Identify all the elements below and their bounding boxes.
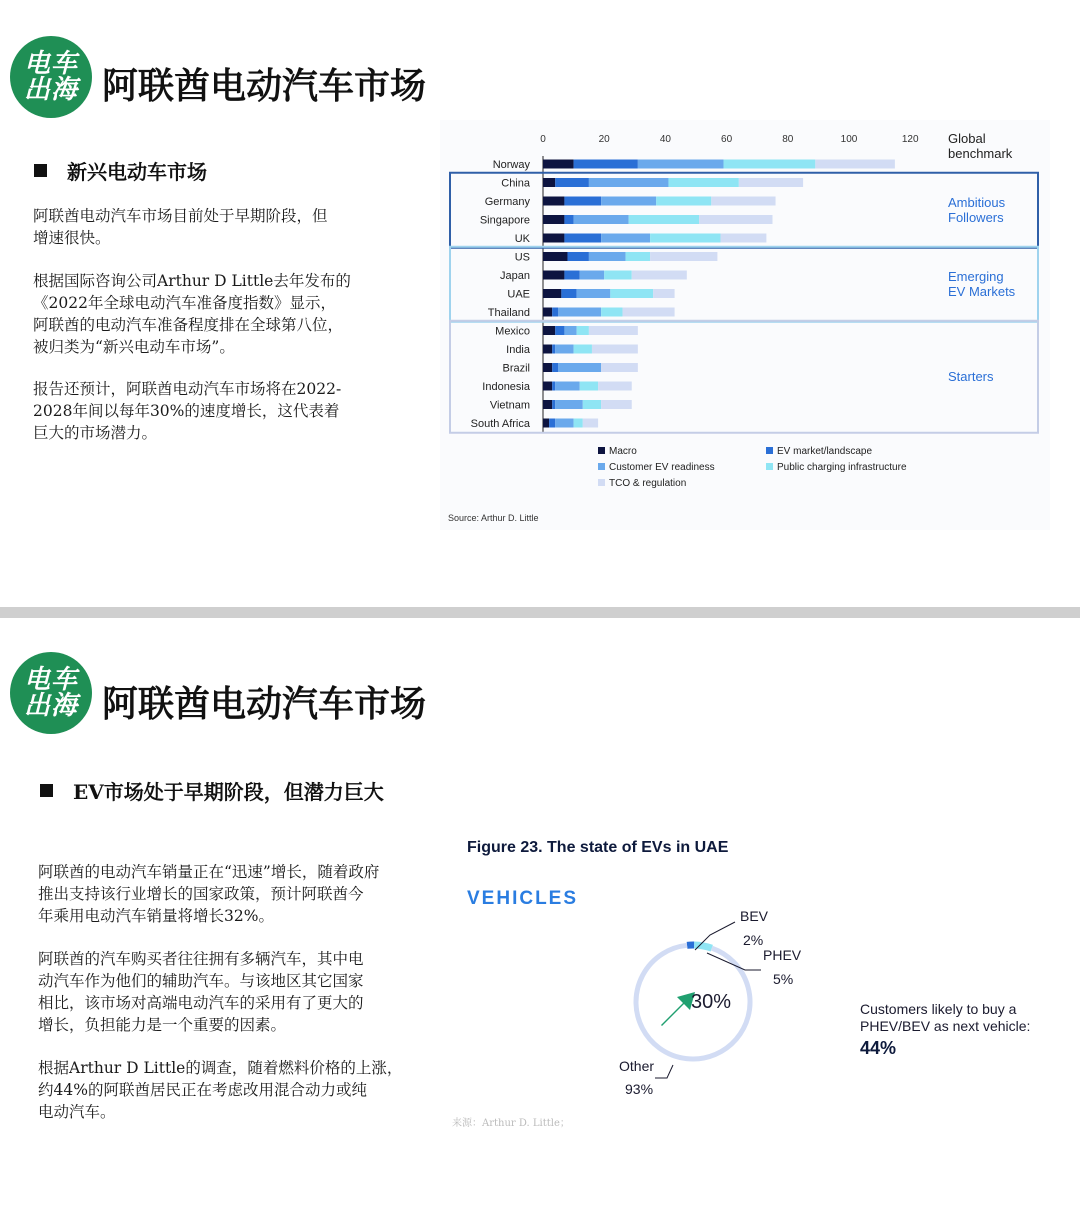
annotation-value: 44% [860,1038,897,1058]
bar-segment [552,363,558,372]
bullet-square-icon [34,164,47,177]
paragraph: 根据国际咨询公司Arthur D Little去年发布的 《2022年全球电动汽车准备度指数》显示， 阿联酋的电动汽车准备程度排在全球第八位， 被归类为“新兴电动车市场”。 [33,272,351,356]
legend-label: Public charging infrastructure [777,462,907,473]
logo-line-2: 出海 [23,691,78,721]
bar-segment [574,215,629,224]
bar-segment [574,419,583,428]
logo-line-1: 电车 [23,49,78,79]
x-tick-label: 20 [598,134,610,145]
bar-segment [650,234,720,243]
bar-segment [739,178,803,187]
bar-segment [555,345,573,354]
x-tick-label: 0 [540,134,546,145]
bar-segment [711,197,775,206]
bar-segment [601,308,622,317]
bar-segment [699,215,772,224]
section-heading [40,776,384,805]
bar-segment [668,178,738,187]
bar-segment [558,308,601,317]
category-label: Japan [500,270,530,282]
bar-segment [564,197,601,206]
other-leader-line [655,1065,673,1078]
category-label: China [501,177,530,190]
x-tick-label: 40 [659,134,671,145]
paragraph: 报告还预计，阿联酋电动汽车市场将在2022- 2028年间以每年30%的速度增长，这代表着 巨大的市场潜力。 [33,380,342,442]
category-label: Singapore [479,214,530,227]
bar-segment [552,400,555,409]
bar-segment [543,382,552,391]
category-label: Indonesia [482,381,530,393]
bar-segment [564,271,579,280]
donut-center-label: 30% [691,991,732,1013]
legend-label: Macro [609,446,637,457]
legend-swatch [766,447,773,454]
paragraph: 阿联酋电动汽车市场目前处于早期阶段，但 增速很快。 [33,207,328,247]
bar-segment [632,271,687,280]
bar-segment [543,234,564,243]
bullet-square-icon [40,784,53,797]
bar-segment [543,197,564,206]
bar-segment [552,382,555,391]
annotation-line-2: PHEV/BEV as next vehicle: [860,1018,1031,1034]
bar-segment [543,289,561,298]
category-label: India [506,344,530,356]
paragraph: 阿联酋的电动汽车销量正在“迅速”增长，随着政府 推出支持该行业增长的国家政策，预计阿联酋今 年乘用电动汽车销量将增长32%。 [38,863,380,925]
legend-label: EV market/landscape [777,446,873,457]
legend-swatch [598,479,605,486]
category-label: UAE [507,288,530,301]
slice-label: PHEV [763,947,802,963]
bar-segment [598,382,632,391]
logo-line-1: 电车 [23,665,78,695]
legend-swatch [598,463,605,470]
group-label: Emerging EV Markets [948,268,1016,299]
bar-segment [589,326,638,335]
bar-segment [601,363,638,372]
bar-segment [577,289,611,298]
slide-1 [0,0,1080,607]
category-label: Brazil [502,362,530,375]
legend-swatch [766,463,773,470]
bar-segment [555,400,583,409]
category-label: US [514,251,530,264]
group-label: Global benchmark [948,131,1013,161]
bar-segment [543,178,555,187]
bar-segment [720,234,766,243]
bar-segment [589,252,626,261]
bar-segment [623,308,675,317]
slice-label: Other [619,1058,655,1074]
section-heading-text: 新兴电动车市场 [67,160,207,184]
slice-value: 93% [625,1081,654,1097]
bar-segment [555,178,589,187]
figure-subtitle: VEHICLES [467,888,579,909]
category-label: UK [514,233,530,245]
bar-segment [650,252,717,261]
x-tick-label: 100 [840,134,858,145]
section-heading [34,156,207,185]
growth-arrow-icon [661,992,695,1026]
bar-segment [543,160,574,169]
figure-source: 来源：Arthur D. Little； [452,1118,570,1129]
bar-segment [583,400,601,409]
category-label: South Africa [470,418,530,430]
bar-segment [815,160,895,169]
bar-segment [592,345,638,354]
bar-segment [583,419,598,428]
x-tick-label: 80 [782,134,794,145]
bar-segment [543,271,564,280]
legend-label: TCO & regulation [609,478,687,489]
bar-segment [564,234,601,243]
slice-value: 2% [743,932,764,948]
chart-source: Source: Arthur D. Little [448,513,539,523]
bar-segment [589,178,669,187]
bar-segment [580,271,604,280]
bar-segment [626,252,650,261]
category-label: Mexico [495,325,530,338]
bar-segment [543,252,567,261]
bar-segment [653,289,674,298]
bar-segment [638,160,724,169]
bar-segment [543,215,564,224]
legend-label: Customer EV readiness [609,462,715,473]
bar-segment [724,160,816,169]
bar-segment [564,326,576,335]
brand-logo [10,652,92,734]
figure-title: Figure 23. The state of EVs in UAE [467,839,729,856]
bar-segment [601,234,650,243]
slide-title: 阿联酋电动汽车市场 [102,65,427,107]
bar-segment [552,345,555,354]
bar-segment [601,400,632,409]
x-tick-label: 120 [901,134,919,145]
bar-segment [543,326,555,335]
legend-swatch [598,447,605,454]
bar-segment [555,382,579,391]
bar-segment [549,419,555,428]
paragraph: 阿联酋的汽车购买者往往拥有多辆汽车，其中电 动汽车作为他们的辅助汽车。与该地区其它国家 相比，该市场对高端电动汽车的采用有了更大的 增长，负担能力是一个重要的因素。 [38,950,364,1034]
bar-segment [601,197,656,206]
bar-segment [555,419,573,428]
x-tick-label: 60 [721,134,733,145]
bar-segment [580,382,598,391]
bar-segment [629,215,699,224]
category-label: Vietnam [489,399,530,412]
paragraph: 根据Arthur D Little的调查，随着燃料价格的上涨， 约44%的阿联酋居民正在考虑改用混合动力或纯 电动汽车。 [38,1059,403,1121]
bar-segment [558,363,601,372]
category-label: Germany [484,196,530,208]
bar-segment [561,289,576,298]
slice-value: 5% [773,971,794,987]
group-label: Starters [948,368,994,384]
uae-ev-state-figure [452,820,1055,1129]
bar-segment [564,215,573,224]
bar-segment [552,308,558,317]
logo-line-2: 出海 [23,75,78,105]
group-label: Ambitious Followers [948,194,1006,225]
bar-segment [543,419,549,428]
bar-segment [604,271,632,280]
category-label: Norway [492,159,530,171]
bar-segment [574,345,592,354]
bar-segment [543,363,552,372]
bar-segment [656,197,711,206]
bar-segment [574,160,638,169]
bar-segment [555,326,564,335]
slice-label: BEV [740,908,769,924]
brand-logo [10,36,92,118]
category-label: Thailand [487,307,530,319]
annotation-line-1: Customers likely to buy a [860,1001,1017,1017]
section-heading-text: EV市场处于早期阶段，但潜力巨大 [73,780,384,804]
bar-segment [577,326,589,335]
bar-segment [543,308,552,317]
bar-segment [543,345,552,354]
bar-segment [543,400,552,409]
ev-readiness-bar-chart [440,120,1050,530]
bar-segment [567,252,588,261]
slide-title: 阿联酋电动汽车市场 [102,683,427,725]
bar-segment [610,289,653,298]
